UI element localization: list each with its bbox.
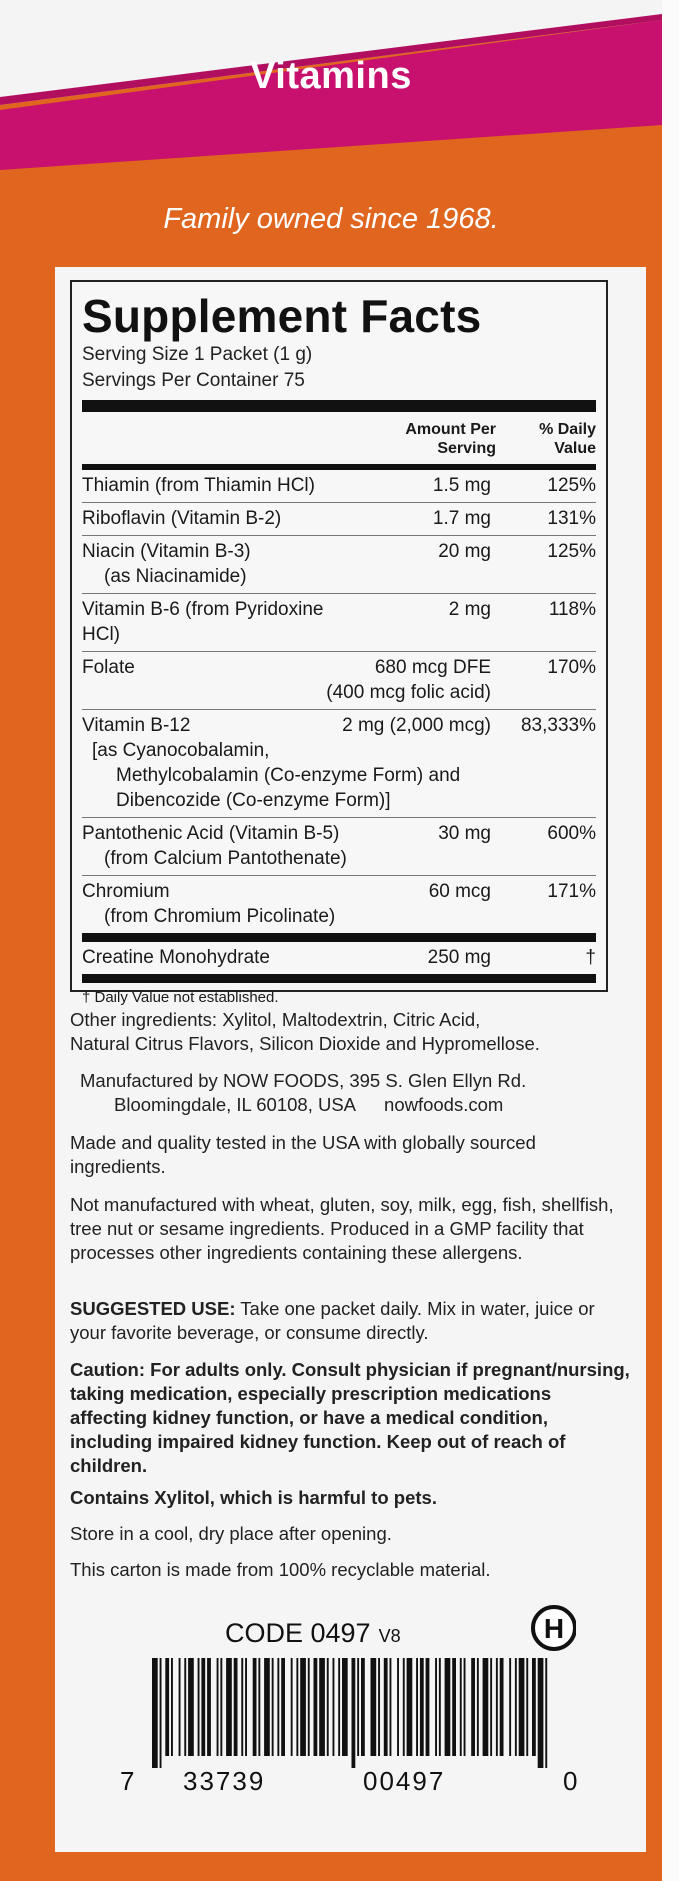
h-logo-icon	[528, 1598, 576, 1656]
barcode-digit-first: 7	[120, 1766, 137, 1796]
nutrient-dv: 600%	[547, 823, 596, 844]
nutrient-source: (from Chromium Picolinate)	[104, 906, 336, 927]
suggested-use	[70, 1297, 630, 1345]
ingredient-amount: 250 mg	[427, 947, 491, 968]
barcode-bar	[281, 1658, 285, 1756]
barcode-bar	[198, 1658, 200, 1756]
slogan: Family owned since 1968.	[163, 203, 499, 235]
other-ingredients	[70, 1008, 630, 1056]
made-in-text: Made and quality tested in the USA with globally sourced ingredients.	[70, 1132, 536, 1177]
barcode-bar	[471, 1658, 475, 1756]
barcode-bar	[532, 1658, 536, 1756]
nutrient-source: Dibencozide (Co-enzyme Form)]	[116, 790, 391, 811]
barcode-bar	[272, 1658, 274, 1756]
nutrient-dv: 118%	[548, 599, 596, 620]
nutrient-dv: 125%	[547, 541, 596, 562]
barcode-bar	[477, 1658, 479, 1756]
storage-text: Store in a cool, dry place after opening.	[70, 1523, 392, 1544]
facts-row-other	[82, 942, 596, 974]
manufacturer-address: Manufactured by NOW FOODS, 395 S. Glen Ellyn Rd.	[80, 1070, 527, 1091]
other-ingredients-line: Other ingredients: Xylitol, Maltodextrin, Citric Acid,	[70, 1009, 481, 1030]
category-title: Vitamins	[250, 55, 412, 97]
barcode-digits-left: 33739	[183, 1766, 266, 1796]
nutrient-amount: 1.5 mg	[432, 475, 491, 496]
nutrient-amount: 2 mg	[448, 599, 491, 620]
barcode-bar	[207, 1658, 211, 1756]
barcode-bar	[152, 1658, 158, 1768]
header-dv: % Daily Value	[539, 421, 596, 457]
barcode-bar	[439, 1658, 441, 1756]
barcode-bar	[308, 1658, 310, 1756]
facts-row	[82, 503, 596, 536]
barcode-bar	[378, 1658, 380, 1756]
facts-row	[82, 594, 596, 652]
barcode-bar	[371, 1658, 377, 1756]
barcode-bar	[483, 1658, 489, 1756]
barcode-bar	[245, 1658, 247, 1756]
header-amount: Amount Per Serving	[405, 421, 496, 457]
nutrient-name: Thiamin (from Thiamin HCl)	[82, 475, 315, 496]
ingredient-name: Creatine Monohydrate	[82, 947, 270, 968]
carton-edge	[662, 0, 679, 1881]
divider-medium	[82, 933, 596, 942]
nutrient-amount: 2 mg (2,000 mcg)	[342, 715, 491, 736]
barcode-bar	[435, 1658, 437, 1756]
barcode-bar	[420, 1658, 424, 1756]
nutrient-name: Riboflavin (Vitamin B-2)	[82, 508, 282, 529]
barcode-bar	[300, 1658, 306, 1756]
barcode-bar	[258, 1658, 260, 1756]
barcode-bar	[333, 1658, 335, 1756]
nutrient-amount: 1.7 mg	[432, 508, 491, 529]
servings-per-container: Servings Per Container 75	[82, 370, 305, 391]
barcode-bar	[403, 1658, 405, 1756]
nutrient-dv: 83,333%	[520, 715, 596, 736]
barcode-bar	[342, 1658, 348, 1756]
divider-medium	[82, 974, 596, 983]
barcode-bar	[253, 1658, 257, 1756]
code-text: CODE 0497	[225, 1618, 371, 1648]
barcode-bar	[241, 1658, 243, 1756]
barcode-bar	[384, 1658, 388, 1756]
barcode-bar	[361, 1658, 365, 1756]
manufacturer-website: nowfoods.com	[384, 1094, 504, 1115]
nutrient-source: (from Calcium Pantothenate)	[104, 848, 347, 869]
barcode-bar	[407, 1658, 413, 1756]
barcode-bar	[160, 1658, 162, 1768]
recyclable-note	[70, 1558, 630, 1582]
ingredient-dv: †	[585, 947, 596, 968]
barcode-bar	[226, 1658, 232, 1756]
barcode-bar	[509, 1658, 511, 1756]
facts-row	[82, 652, 596, 710]
barcode-bar	[220, 1658, 222, 1756]
barcode-bar	[171, 1658, 173, 1756]
barcode-bar	[217, 1658, 219, 1756]
barcode-bar	[234, 1658, 238, 1756]
barcode-bar	[426, 1658, 430, 1756]
barcode-bar	[188, 1658, 194, 1756]
logo-letter: H	[543, 1613, 565, 1644]
manufacturer-city: Bloomingdale, IL 60108, USA	[114, 1094, 357, 1115]
barcode-digit-last: 0	[563, 1766, 580, 1796]
nutrient-dv: 125%	[547, 475, 596, 496]
facts-row	[82, 470, 596, 503]
nutrient-dv: 170%	[547, 657, 596, 678]
facts-row	[82, 710, 596, 818]
facts-row	[82, 818, 596, 876]
supplement-facts-panel	[70, 280, 608, 1006]
facts-title: Supplement Facts	[82, 290, 482, 342]
nutrient-source: Methylcobalamin (Co-enzyme Form) and	[116, 765, 461, 786]
barcode-bar	[460, 1658, 462, 1756]
nutrient-name: Chromium	[82, 881, 170, 902]
barcode-bar	[452, 1658, 456, 1756]
other-ingredients-line: Natural Citrus Flavors, Silicon Dioxide and Hypromellose.	[70, 1033, 540, 1054]
barcode-bar	[538, 1658, 544, 1768]
caution	[70, 1358, 630, 1478]
facts-row	[82, 536, 596, 594]
version-text: V8	[378, 1626, 401, 1646]
suggested-use-label: SUGGESTED USE:	[70, 1298, 236, 1319]
barcode-bar	[545, 1658, 547, 1768]
made-in-usa	[70, 1131, 630, 1179]
nutrient-name: Vitamin B-6 (from Pyridoxine HCl)	[82, 599, 324, 645]
barcode-bar	[352, 1658, 356, 1768]
nutrient-name: Pantothenic Acid (Vitamin B-5)	[82, 823, 340, 844]
nutrient-amount: 680 mcg DFE	[374, 657, 491, 678]
barcode-bar	[390, 1658, 392, 1756]
nutrient-dv: 131%	[547, 508, 596, 529]
product-code	[225, 1618, 401, 1649]
barcode-bar	[416, 1658, 418, 1756]
manufacturer	[70, 1069, 640, 1117]
barcode-bar	[526, 1658, 528, 1756]
barcode-bar	[184, 1658, 186, 1756]
barcode-bar	[319, 1658, 325, 1756]
nutrient-amount-detail: (400 mcg folic acid)	[326, 682, 491, 703]
barcode-bar	[179, 1658, 181, 1756]
barcode-bar	[264, 1658, 270, 1756]
barcode-bar	[515, 1658, 517, 1756]
barcode-bar	[464, 1658, 466, 1756]
barcode-bar	[397, 1658, 399, 1756]
barcode-digits-right: 00497	[363, 1766, 446, 1796]
nutrient-dv: 171%	[547, 881, 596, 902]
barcode-bar	[327, 1658, 329, 1756]
barcode-bar	[357, 1658, 359, 1756]
divider-thick	[82, 400, 596, 412]
facts-row	[82, 876, 596, 933]
nutrient-name: Niacin (Vitamin B-3)	[82, 541, 251, 562]
nutrient-amount: 60 mcg	[428, 881, 491, 902]
barcode-bar	[500, 1658, 504, 1756]
caution-text: Caution: For adults only. Consult physician if pregnant/nursing, taking medication, especially prescription medications affecting kidney function, or have a medical condition, including impaired kidney function. Keep out of reach of children.	[70, 1359, 630, 1476]
xylitol-warning	[70, 1486, 630, 1510]
allergen-statement	[70, 1193, 630, 1265]
barcode-bar	[519, 1658, 525, 1756]
nutrient-amount: 30 mg	[438, 823, 491, 844]
barcode-bar	[291, 1658, 293, 1756]
serving-size: Serving Size 1 Packet (1 g)	[82, 344, 313, 365]
nutrient-name: Folate	[82, 657, 135, 678]
barcode-bar	[496, 1658, 498, 1756]
nutrient-source: (as Niacinamide)	[104, 566, 247, 587]
nutrient-source: [as Cyanocobalamin,	[92, 740, 270, 761]
storage	[70, 1522, 630, 1546]
barcode-bar	[445, 1658, 451, 1756]
barcode-bar	[338, 1658, 340, 1756]
barcode-bar	[201, 1658, 205, 1756]
barcode-bar	[490, 1658, 492, 1756]
barcode	[150, 1658, 550, 1778]
allergen-text: Not manufactured with wheat, gluten, soy, milk, egg, fish, shellfish, tree nut or sesame ingredients. Produced in a GMP facility that processes other ingredients containing these allergens.	[70, 1194, 614, 1263]
facts-footnote: † Daily Value not established.	[82, 989, 279, 1006]
barcode-bar	[165, 1658, 169, 1756]
xylitol-warning-text: Contains Xylitol, which is harmful to pets.	[70, 1487, 437, 1508]
recyclable-text: This carton is made from 100% recyclable material.	[70, 1559, 491, 1580]
barcode-bar	[314, 1658, 318, 1756]
facts-header	[82, 412, 596, 464]
suggested-use-text: Take one packet daily. Mix in water, juice or your favorite beverage, or consume directly.	[70, 1298, 595, 1343]
nutrient-amount: 20 mg	[438, 541, 491, 562]
barcode-bar	[277, 1658, 279, 1756]
nutrient-name: Vitamin B-12	[82, 715, 191, 736]
barcode-bar	[296, 1658, 298, 1756]
